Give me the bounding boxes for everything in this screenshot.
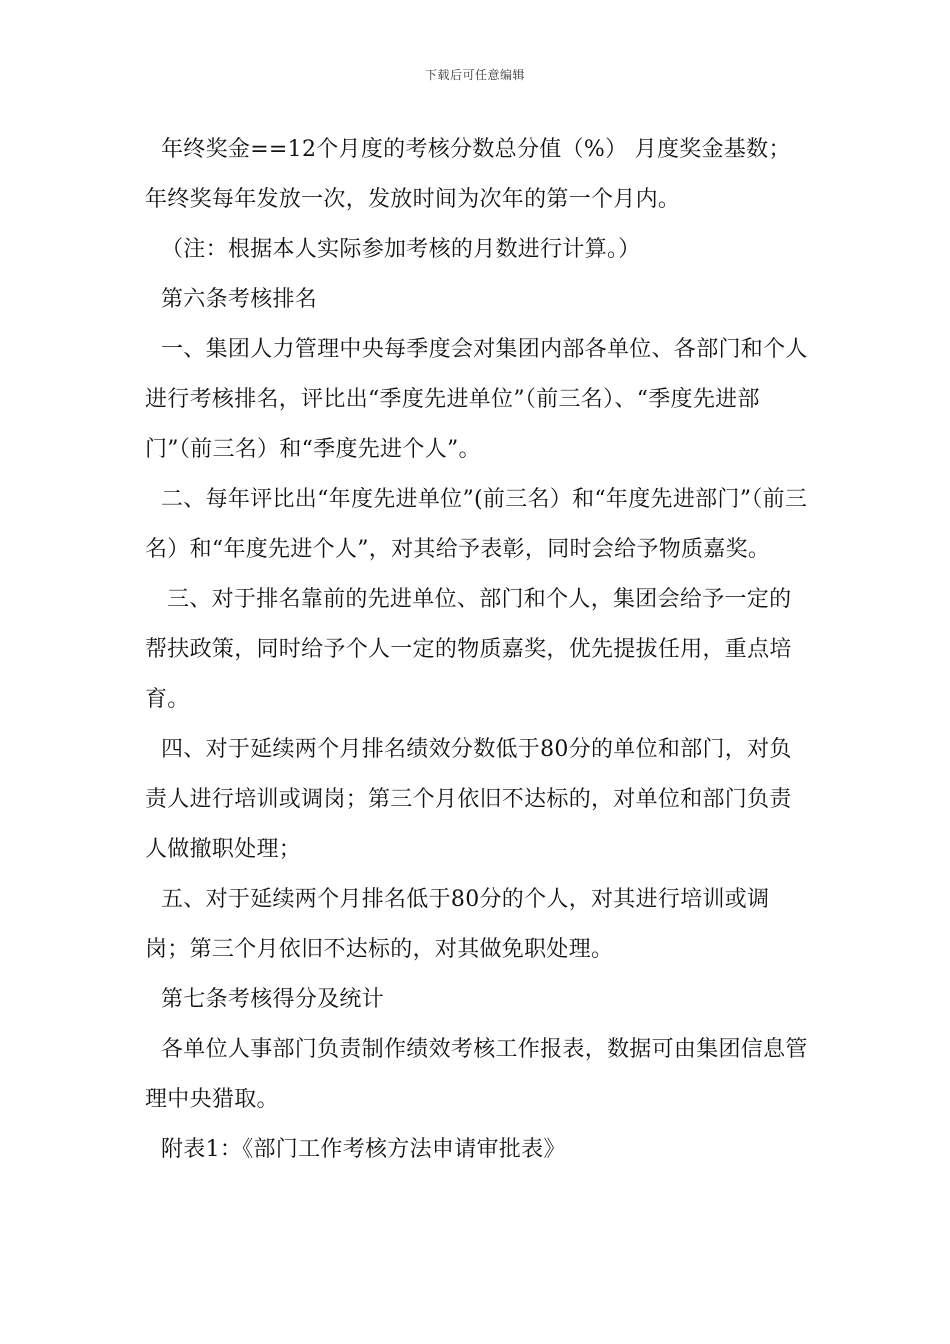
paragraph-item-2: 二、每年评比出“年度先进单位”(前三名）和“年度先进部门”（前三名）和“年度先进个人”，对其给予表彰，同时会给予物质嘉奖。 <box>145 487 808 562</box>
paragraph-appendix: 附表1：《部门工作考核方法申请审批表》 <box>161 1137 566 1162</box>
paragraph-note: （注：根据本人实际参加考核的月数进行计算。） <box>161 237 641 262</box>
paragraph-item-1: 一、集团人力管理中央每季度会对集团内部各单位、各部门和个人进行考核排名，评比出“季度先进单位”（前三名）、“季度先进部门”（前三名）和“季度先进个人”。 <box>145 337 808 462</box>
document-body <box>145 125 811 1175</box>
heading-article-7: 第七条考核得分及统计 <box>161 987 385 1012</box>
page-header: 下载后可任意编辑 <box>424 68 525 82</box>
paragraph-item-5: 五、对于延续两个月排名低于80分的个人，对其进行培训或调岗；第三个月依旧不达标的，对其做免职处理。 <box>145 887 770 962</box>
paragraph-item-3: 三、对于排名靠前的先进单位、部门和个人，集团会给予一定的帮扶政策，同时给予个人一定的物质嘉奖，优先提拔任用，重点培育。 <box>145 587 792 712</box>
paragraph-item-4: 四、对于延续两个月排名绩效分数低于80分的单位和部门，对负责人进行培训或调岗；第三个月依旧不达标的，对单位和部门负责人做撤职处理； <box>145 737 792 862</box>
paragraph-statistics: 各单位人事部门负责制作绩效考核工作报表，数据可由集团信息管理中央猎取。 <box>145 1037 808 1112</box>
paragraph-year-end-bonus: 年终奖金==12个月度的考核分数总分值（%） 月度奖金基数；年终奖每年发放一次，发放时间为次年的第一个月内。 <box>145 137 791 212</box>
heading-article-6: 第六条考核排名 <box>161 287 318 312</box>
